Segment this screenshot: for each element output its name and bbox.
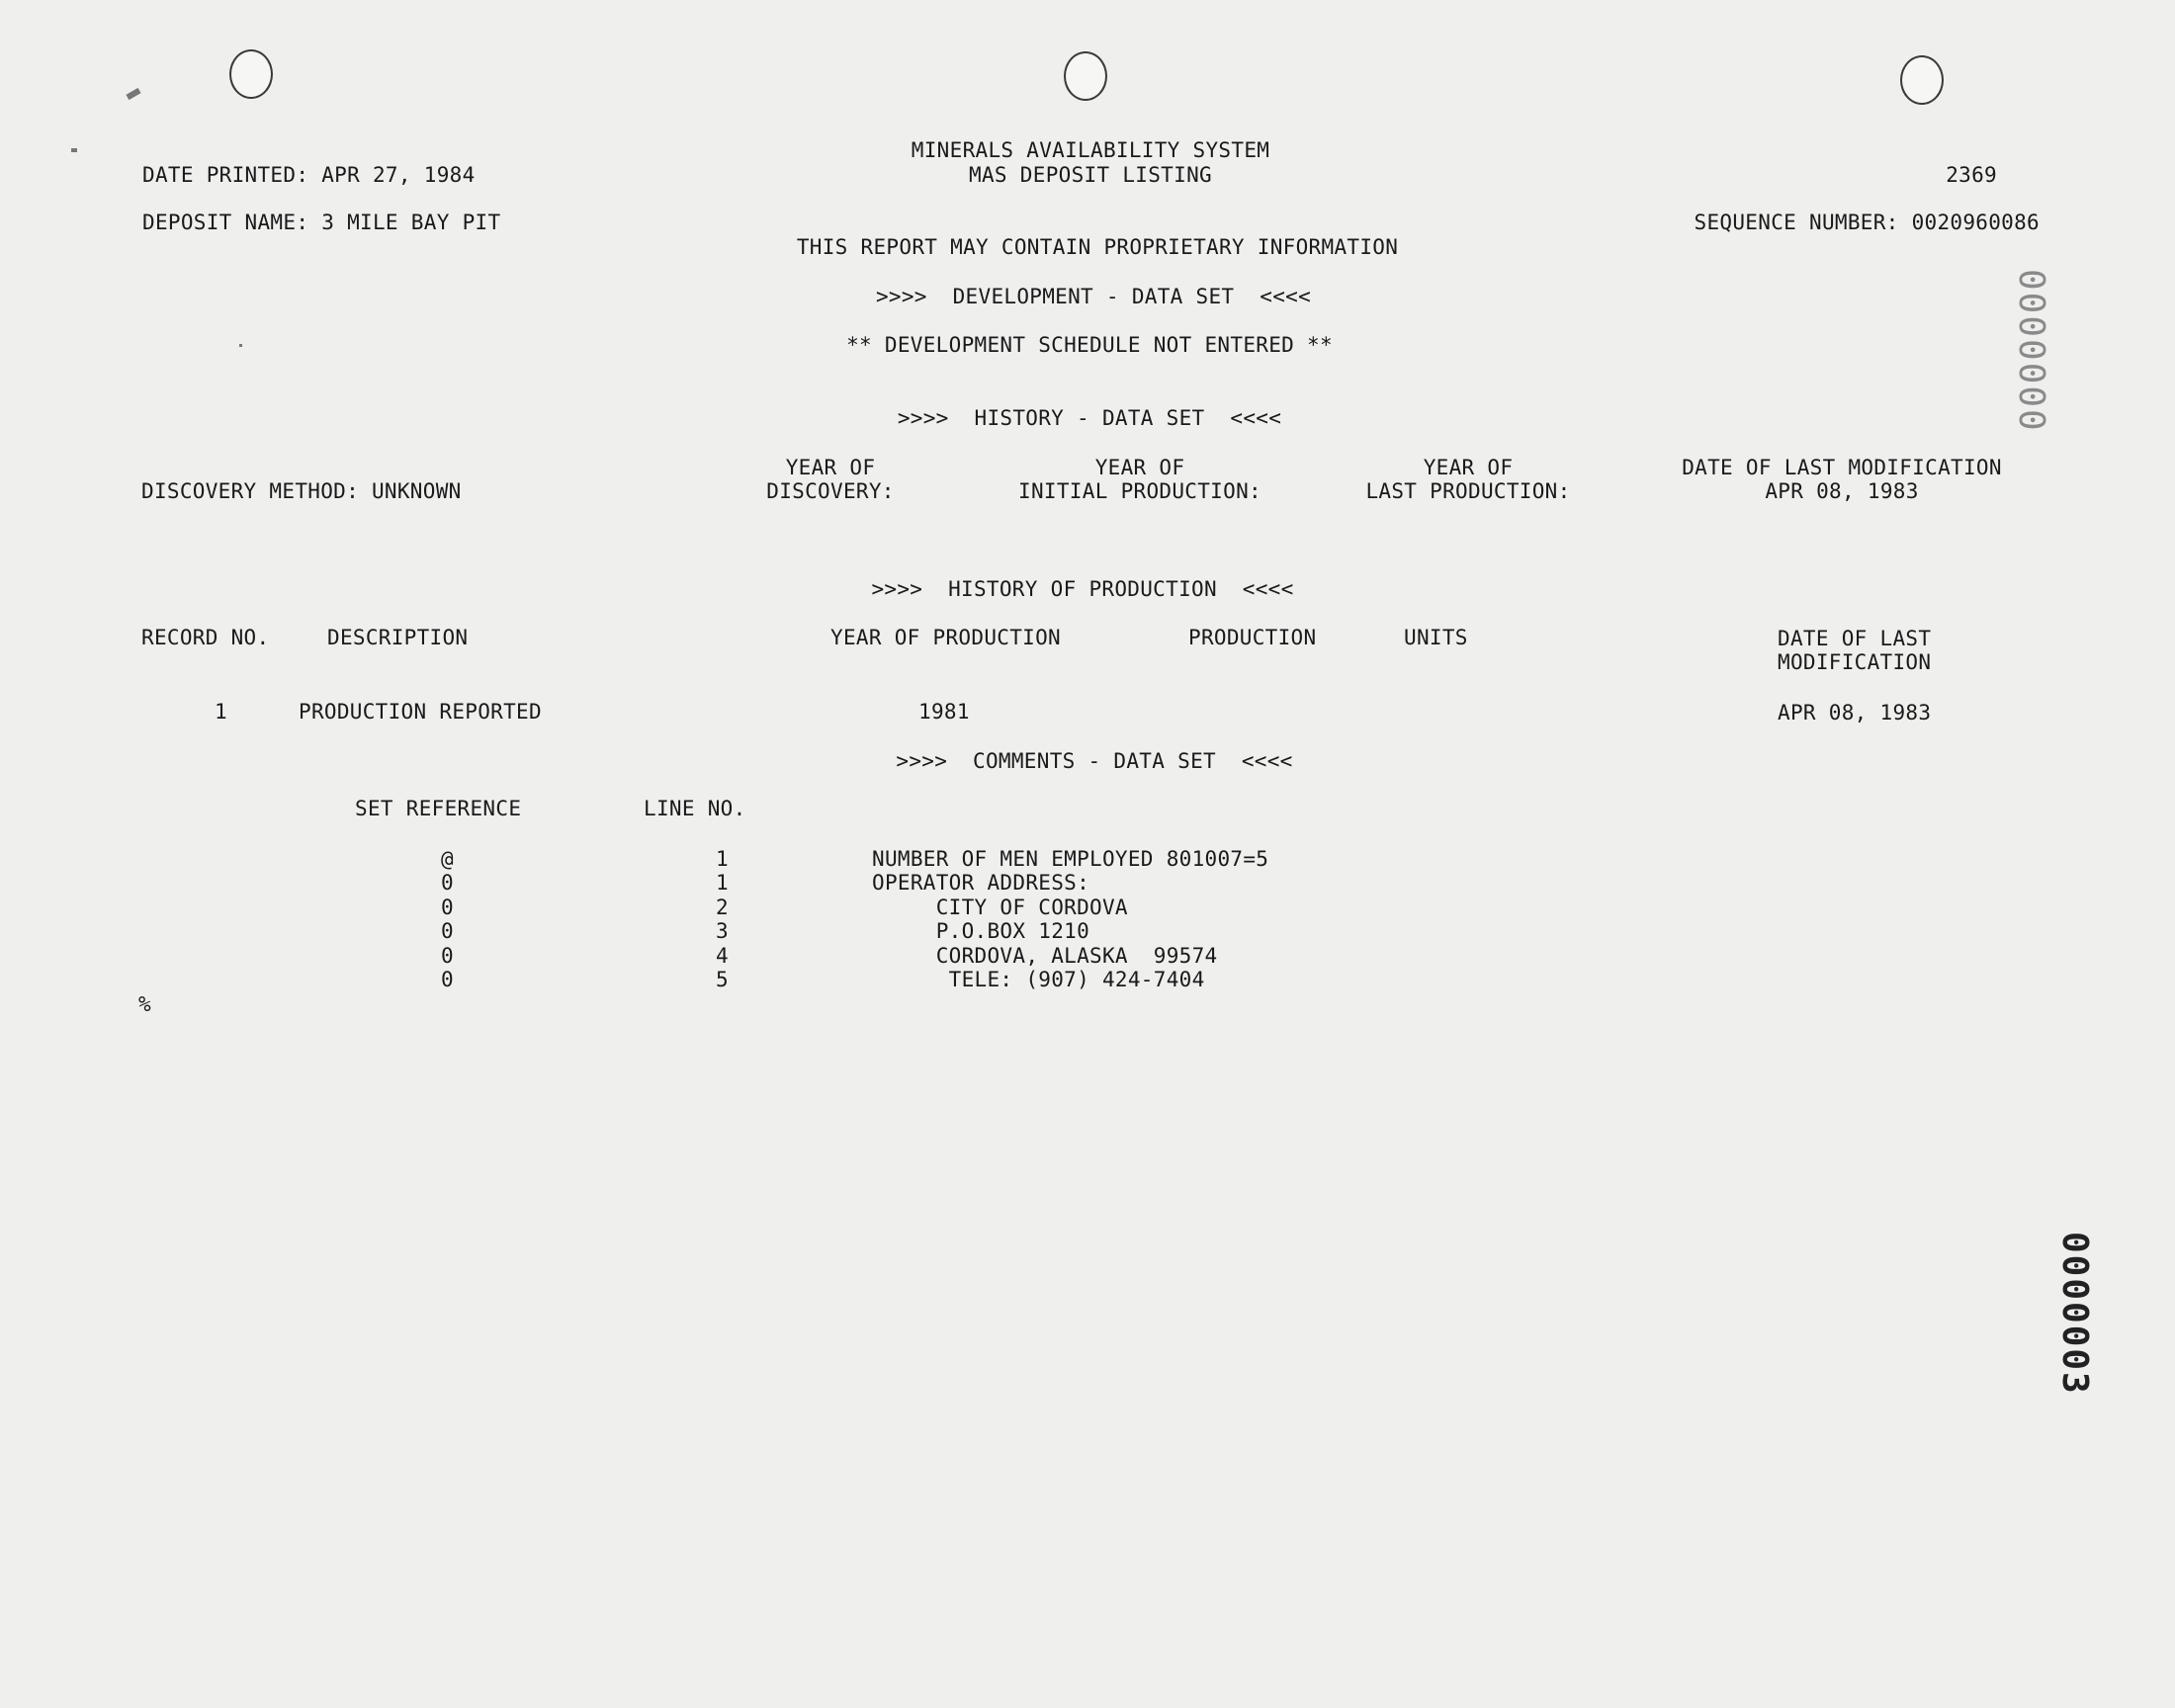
comment-line: 1 bbox=[716, 871, 729, 895]
comment-set: 0 bbox=[441, 944, 454, 968]
comment-text: CORDOVA, ALASKA 99574 bbox=[872, 944, 1218, 968]
year-initial-label-2: INITIAL PRODUCTION: bbox=[1018, 479, 1262, 503]
stamp-number-upper: 0000000 bbox=[2011, 269, 2051, 433]
comment-text: OPERATOR ADDRESS: bbox=[872, 871, 1090, 895]
comment-text: TELE: (907) 424-7404 bbox=[872, 968, 1205, 991]
comment-text: CITY OF CORDOVA bbox=[872, 896, 1128, 919]
comment-set: 0 bbox=[441, 968, 454, 991]
comment-text: NUMBER OF MEN EMPLOYED 801007=5 bbox=[872, 847, 1269, 871]
comments-heading: >>>> COMMENTS - DATA SET <<<< bbox=[896, 749, 1293, 773]
row-record-no: 1 bbox=[215, 700, 227, 724]
proprietary-notice: THIS REPORT MAY CONTAIN PROPRIETARY INFORMATION bbox=[796, 235, 1399, 259]
comment-line: 4 bbox=[716, 944, 729, 968]
row-year: 1981 bbox=[918, 700, 970, 724]
year-initial-label-1: YEAR OF bbox=[1094, 456, 1185, 479]
header-record-no: RECORD NO. bbox=[141, 626, 270, 649]
header-description: DESCRIPTION bbox=[327, 626, 469, 649]
comment-line: 3 bbox=[716, 919, 729, 943]
year-last-label-1: YEAR OF bbox=[1423, 456, 1514, 479]
punch-hole-right bbox=[1900, 55, 1944, 105]
year-discovery-label-2: DISCOVERY: bbox=[766, 479, 895, 503]
comment-line: 1 bbox=[716, 847, 729, 871]
header-line-no: LINE NO. bbox=[644, 797, 746, 820]
comment-set: 0 bbox=[441, 919, 454, 943]
listing-title: MAS DEPOSIT LISTING bbox=[969, 163, 1212, 187]
comment-set: @ bbox=[441, 847, 454, 871]
header-units: UNITS bbox=[1404, 626, 1468, 649]
page-number: 2369 bbox=[1946, 163, 1997, 187]
header-set-reference: SET REFERENCE bbox=[355, 797, 522, 820]
header-production: PRODUCTION bbox=[1188, 626, 1317, 649]
comment-line: 2 bbox=[716, 896, 729, 919]
discovery-method: DISCOVERY METHOD: UNKNOWN bbox=[141, 479, 462, 503]
development-heading: >>>> DEVELOPMENT - DATA SET <<<< bbox=[875, 285, 1312, 308]
row-date: APR 08, 1983 bbox=[1778, 701, 1932, 725]
speck bbox=[239, 344, 242, 347]
year-discovery-label-1: YEAR OF bbox=[785, 456, 876, 479]
system-title: MINERALS AVAILABILITY SYSTEM bbox=[911, 138, 1270, 162]
last-modification-date: APR 08, 1983 bbox=[1765, 479, 1919, 503]
header-modification-2: MODIFICATION bbox=[1778, 650, 1932, 674]
last-modification-label: DATE OF LAST MODIFICATION bbox=[1682, 456, 2002, 479]
history-heading: >>>> HISTORY - DATA SET <<<< bbox=[897, 406, 1282, 430]
footer-mark: % bbox=[138, 992, 151, 1016]
speck bbox=[126, 88, 140, 100]
header-modification-1: DATE OF LAST bbox=[1778, 627, 1932, 650]
production-heading: >>>> HISTORY OF PRODUCTION <<<< bbox=[871, 577, 1294, 601]
stamp-number-lower: 0000003 bbox=[2054, 1232, 2095, 1396]
development-note: ** DEVELOPMENT SCHEDULE NOT ENTERED ** bbox=[846, 333, 1333, 357]
comment-line: 5 bbox=[716, 968, 729, 991]
row-description: PRODUCTION REPORTED bbox=[299, 700, 542, 724]
comment-text: P.O.BOX 1210 bbox=[872, 919, 1090, 943]
sequence-number: SEQUENCE NUMBER: 0020960086 bbox=[1694, 211, 2040, 234]
deposit-name: DEPOSIT NAME: 3 MILE BAY PIT bbox=[142, 211, 501, 234]
speck bbox=[71, 148, 77, 152]
punch-hole-center bbox=[1064, 51, 1107, 101]
year-last-label-2: LAST PRODUCTION: bbox=[1365, 479, 1571, 503]
header-year: YEAR OF PRODUCTION bbox=[830, 626, 1061, 649]
punch-hole-left bbox=[229, 49, 273, 99]
comment-set: 0 bbox=[441, 871, 454, 895]
comment-set: 0 bbox=[441, 896, 454, 919]
date-printed: DATE PRINTED: APR 27, 1984 bbox=[142, 163, 476, 187]
